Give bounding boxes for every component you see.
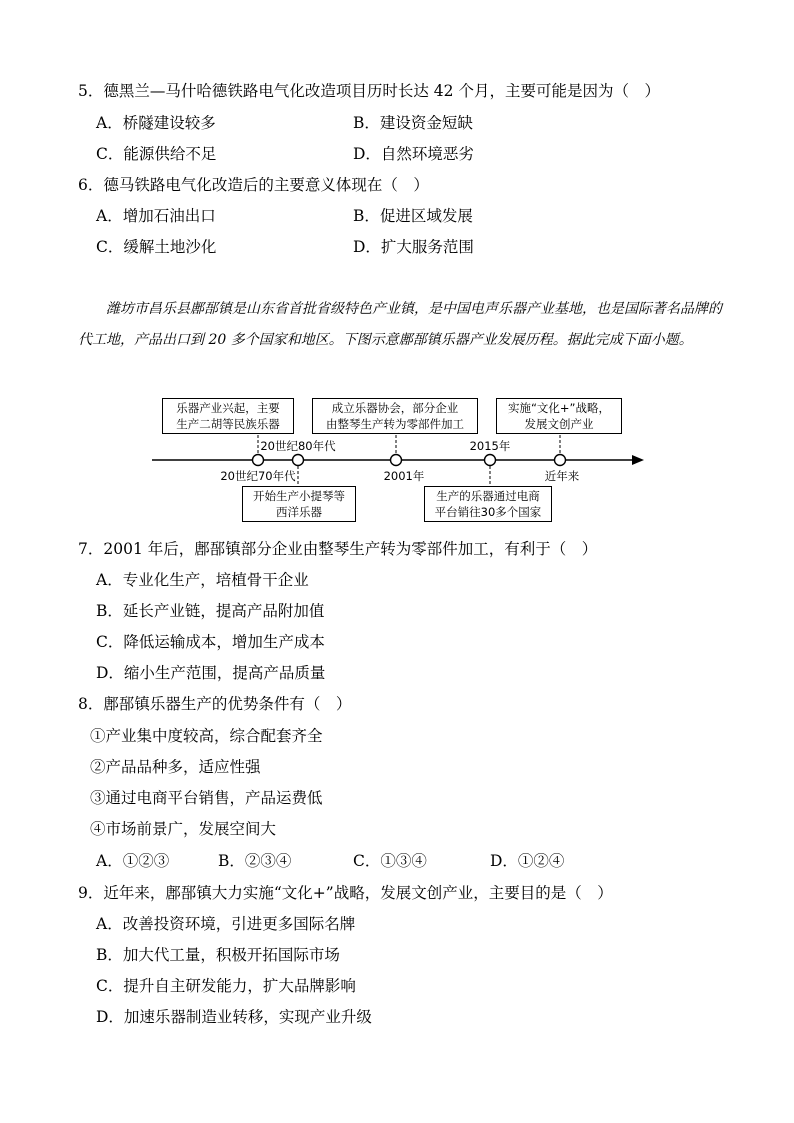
event-recent-line1: 实施“文化+”战略， bbox=[507, 401, 611, 415]
label-1970s: 20世纪70年代 bbox=[220, 469, 296, 483]
event-1970s-line1: 乐器产业兴起，主要 bbox=[176, 401, 280, 415]
q9-option-c: C．提升自主研发能力，扩大品牌影响 bbox=[96, 977, 356, 995]
q5-option-c: C．能源供给不足 bbox=[96, 145, 217, 163]
q9-option-b: B．加大代工量，积极开拓国际市场 bbox=[96, 946, 340, 964]
event-box-2001 bbox=[312, 398, 478, 434]
q8-option-c: C．①③④ bbox=[353, 852, 427, 870]
q8-option-b: B．②③④ bbox=[218, 852, 292, 870]
label-2001: 2001年 bbox=[383, 469, 425, 483]
node-2015 bbox=[485, 455, 496, 466]
timeline-diagram bbox=[0, 398, 794, 528]
q7-option-c: C．降低运输成本，增加生产成本 bbox=[96, 633, 325, 651]
reading-passage: 潍坊市昌乐县鄌郚镇是山东省首批省级特色产业镇，是中国电声乐器产业基地，也是国际著名品牌的代工地，产品出口到 20 多个国家和地区。下图示意鄌郚镇乐器产业发展历程。据此完成下面小题。 bbox=[78, 301, 722, 348]
q5-option-b: B．建设资金短缺 bbox=[353, 114, 473, 132]
q6-option-a: A．增加石油出口 bbox=[96, 207, 216, 225]
event-1980s-line2: 西洋乐器 bbox=[276, 505, 322, 519]
node-1980s bbox=[293, 455, 304, 466]
event-1980s-line1: 开始生产小提琴等 bbox=[253, 489, 345, 503]
q9-option-a: A．改善投资环境，引进更多国际名牌 bbox=[96, 915, 356, 933]
label-2015: 2015年 bbox=[469, 439, 511, 453]
question-7-stem: 7．2001 年后，鄌郚镇部分企业由整琴生产转为零部件加工，有利于（ ） bbox=[78, 540, 598, 558]
event-2015-line1: 生产的乐器通过电商 bbox=[436, 489, 540, 503]
q6-option-c: C．缓解土地沙化 bbox=[96, 238, 217, 256]
q6-option-d: D．扩大服务范围 bbox=[353, 238, 474, 256]
event-box-1980s bbox=[242, 486, 356, 522]
q5-option-d: D．自然环境恶劣 bbox=[353, 145, 474, 163]
event-1970s-line2: 生产二胡等民族乐器 bbox=[176, 417, 280, 431]
q7-option-b: B．延长产业链，提高产品附加值 bbox=[96, 602, 325, 620]
event-recent-line2: 发展文创产业 bbox=[524, 417, 594, 431]
q8-option-a: A．①②③ bbox=[96, 852, 170, 870]
timeline-arrow-head bbox=[632, 455, 644, 465]
q8-statement-2: ②产品品种多，适应性强 bbox=[90, 758, 261, 776]
q6-option-b: B．促进区域发展 bbox=[353, 207, 473, 225]
q5-option-a: A．桥隧建设较多 bbox=[96, 114, 216, 132]
label-recent: 近年来 bbox=[544, 469, 580, 483]
event-2015-line2: 平台销往30多个国家 bbox=[434, 505, 542, 519]
event-box-recent bbox=[496, 398, 622, 434]
q8-option-d: D．①②④ bbox=[490, 852, 565, 870]
node-recent bbox=[555, 455, 566, 466]
label-1980s: 20世纪80年代 bbox=[260, 439, 336, 453]
question-5-stem: 5．德黑兰—马什哈德铁路电气化改造项目历时长达 42 个月，主要可能是因为（ ） bbox=[78, 82, 660, 100]
question-9-stem: 9．近年来，鄌郚镇大力实施“文化+”战略，发展文创产业，主要目的是（ ） bbox=[78, 884, 613, 902]
question-8-stem: 8．鄌郚镇乐器生产的优势条件有（ ） bbox=[78, 695, 352, 713]
event-2001-line2: 由整琴生产转为零部件加工 bbox=[326, 417, 464, 431]
event-2001-line1: 成立乐器协会，部分企业 bbox=[331, 401, 459, 415]
node-1970s bbox=[253, 455, 264, 466]
q8-statement-4: ④市场前景广，发展空间大 bbox=[90, 820, 277, 838]
q7-option-d: D．缩小生产范围，提高产品质量 bbox=[96, 664, 326, 682]
q7-option-a: A．专业化生产，培植骨干企业 bbox=[96, 571, 309, 589]
event-box-1970s bbox=[162, 398, 294, 434]
question-6-stem: 6．德马铁路电气化改造后的主要意义体现在（ ） bbox=[78, 176, 429, 194]
q8-statement-1: ①产业集中度较高，综合配套齐全 bbox=[90, 727, 323, 745]
q9-option-d: D．加速乐器制造业转移，实现产业升级 bbox=[96, 1008, 372, 1026]
event-box-2015 bbox=[424, 486, 552, 522]
q8-statement-3: ③通过电商平台销售，产品运费低 bbox=[90, 789, 323, 807]
node-2001 bbox=[391, 455, 402, 466]
